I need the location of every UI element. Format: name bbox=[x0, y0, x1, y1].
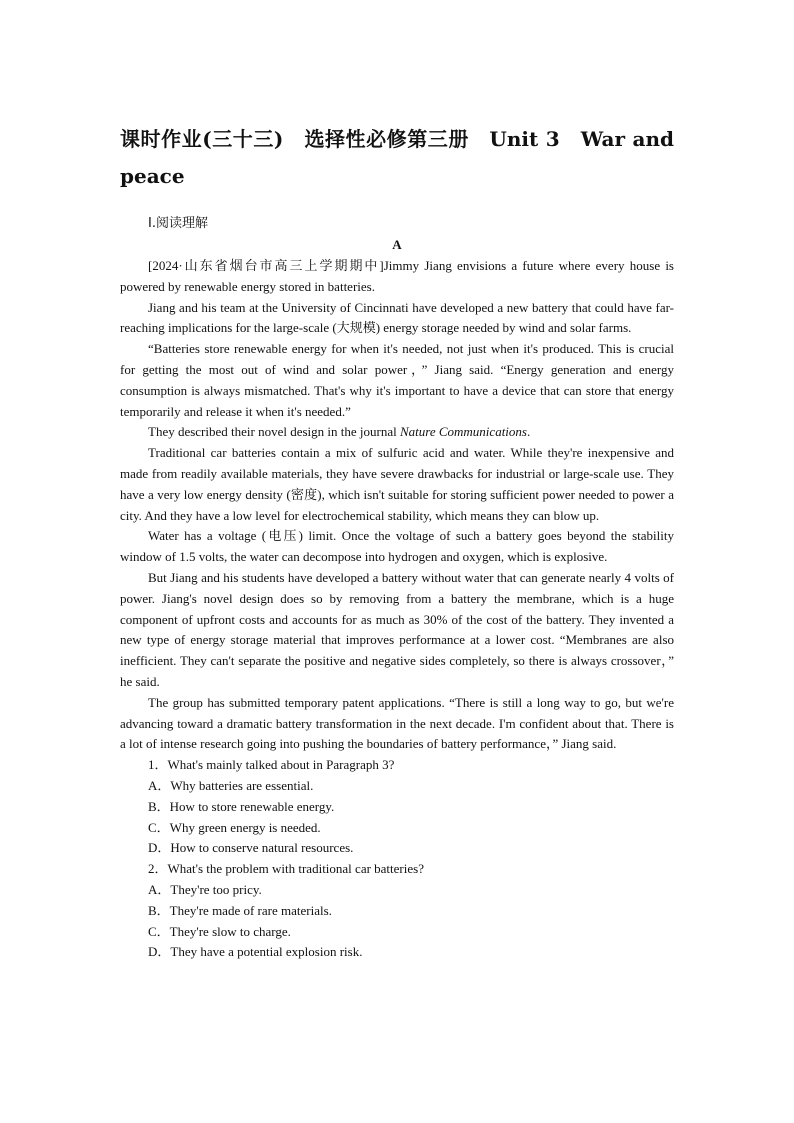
passage-body bbox=[120, 256, 674, 963]
paragraph-4-end: . bbox=[526, 424, 531, 440]
question-1-stem: 1．What's mainly talked about in Paragraph 3? bbox=[148, 757, 395, 773]
question-2-option-d: D．They have a potential explosion risk. bbox=[148, 944, 363, 960]
paragraph-4 bbox=[120, 422, 674, 443]
question-1-option-d: D．How to conserve natural resources. bbox=[148, 840, 354, 856]
paragraph-8: The group has submitted temporary patent applications. “There is still a long way to go, but we're advancing toward a dramatic battery transformation in the next decade. I'm confident about that. There is a lot of intense research going into pushing the boundaries of battery performance，” Jiang said. bbox=[120, 694, 674, 752]
question-1-option-b: B．How to store renewable energy. bbox=[148, 798, 335, 814]
paragraph-7: But Jiang and his students have developed a battery without water that can generate nearly 4 volts of power. Jiang's novel design does so by removing from a battery the membrane, which is a huge component of upfront costs and accounts for as much as 30% of the cost of the battery. They invented a new type of energy storage material that improves performance at a lower cost. “Membranes are also inefficient. They can't separate the positive and negative sides completely, so there is always crossover，” he said. bbox=[120, 569, 674, 689]
paragraph-1: [2024·山东省烟台市高三上学期期中]Jimmy Jiang envisions a future where every house is powered by renewable energy stored in batteries. bbox=[120, 258, 674, 294]
paragraph-2: Jiang and his team at the University of Cincinnati have developed a new battery that could have far-reaching implications for the large-scale (大规模) energy storage needed by wind and solar farms. bbox=[120, 299, 674, 336]
worksheet-title: 课时作业(三十三) 选择性必修第三册 Unit 3 War and bbox=[120, 127, 674, 151]
section-heading: Ⅰ.阅读理解 bbox=[148, 216, 208, 231]
worksheet-title-continued: peace bbox=[120, 164, 185, 188]
question-2-option-c: C．They're slow to charge. bbox=[148, 923, 291, 939]
question-1-option-a: A．Why batteries are essential. bbox=[148, 777, 314, 793]
question-2-stem: 2．What's the problem with traditional car batteries? bbox=[148, 861, 424, 877]
question-2-option-b: B．They're made of rare materials. bbox=[148, 902, 332, 918]
paragraph-4-text: They described their novel design in the journal bbox=[148, 424, 400, 440]
paragraph-3: “Batteries store renewable energy for when it's needed, not just when it's produced. This is crucial for getting the most out of wind and solar power，” Jiang said. “Energy generation and energy consumption is always mismatched. That's why it's important to have a device that can store that energy temporarily and release it when it's needed.” bbox=[120, 341, 674, 419]
paragraph-5: Traditional car batteries contain a mix of sulfuric acid and water. While they're inexpensive and made from readily available materials, they have severe drawbacks for industrial or large-scale use. They have a very low energy density (密度), which isn't suitable for storing sufficient power needed to power a city. And they have a low level for electrochemical stability, which means they can blow up. bbox=[120, 445, 674, 523]
passage-letter: A bbox=[392, 237, 402, 252]
question-1-option-c: C．Why green energy is needed. bbox=[148, 819, 321, 835]
paragraph-6: Water has a voltage (电压) limit. Once the voltage of such a battery goes beyond the stability window of 1.5 volts, the water can decompose into hydrogen and oxygen, which is explosive. bbox=[120, 528, 674, 565]
question-2-option-a: A．They're too pricy. bbox=[148, 881, 262, 897]
journal-name: Nature Communications bbox=[399, 424, 527, 440]
